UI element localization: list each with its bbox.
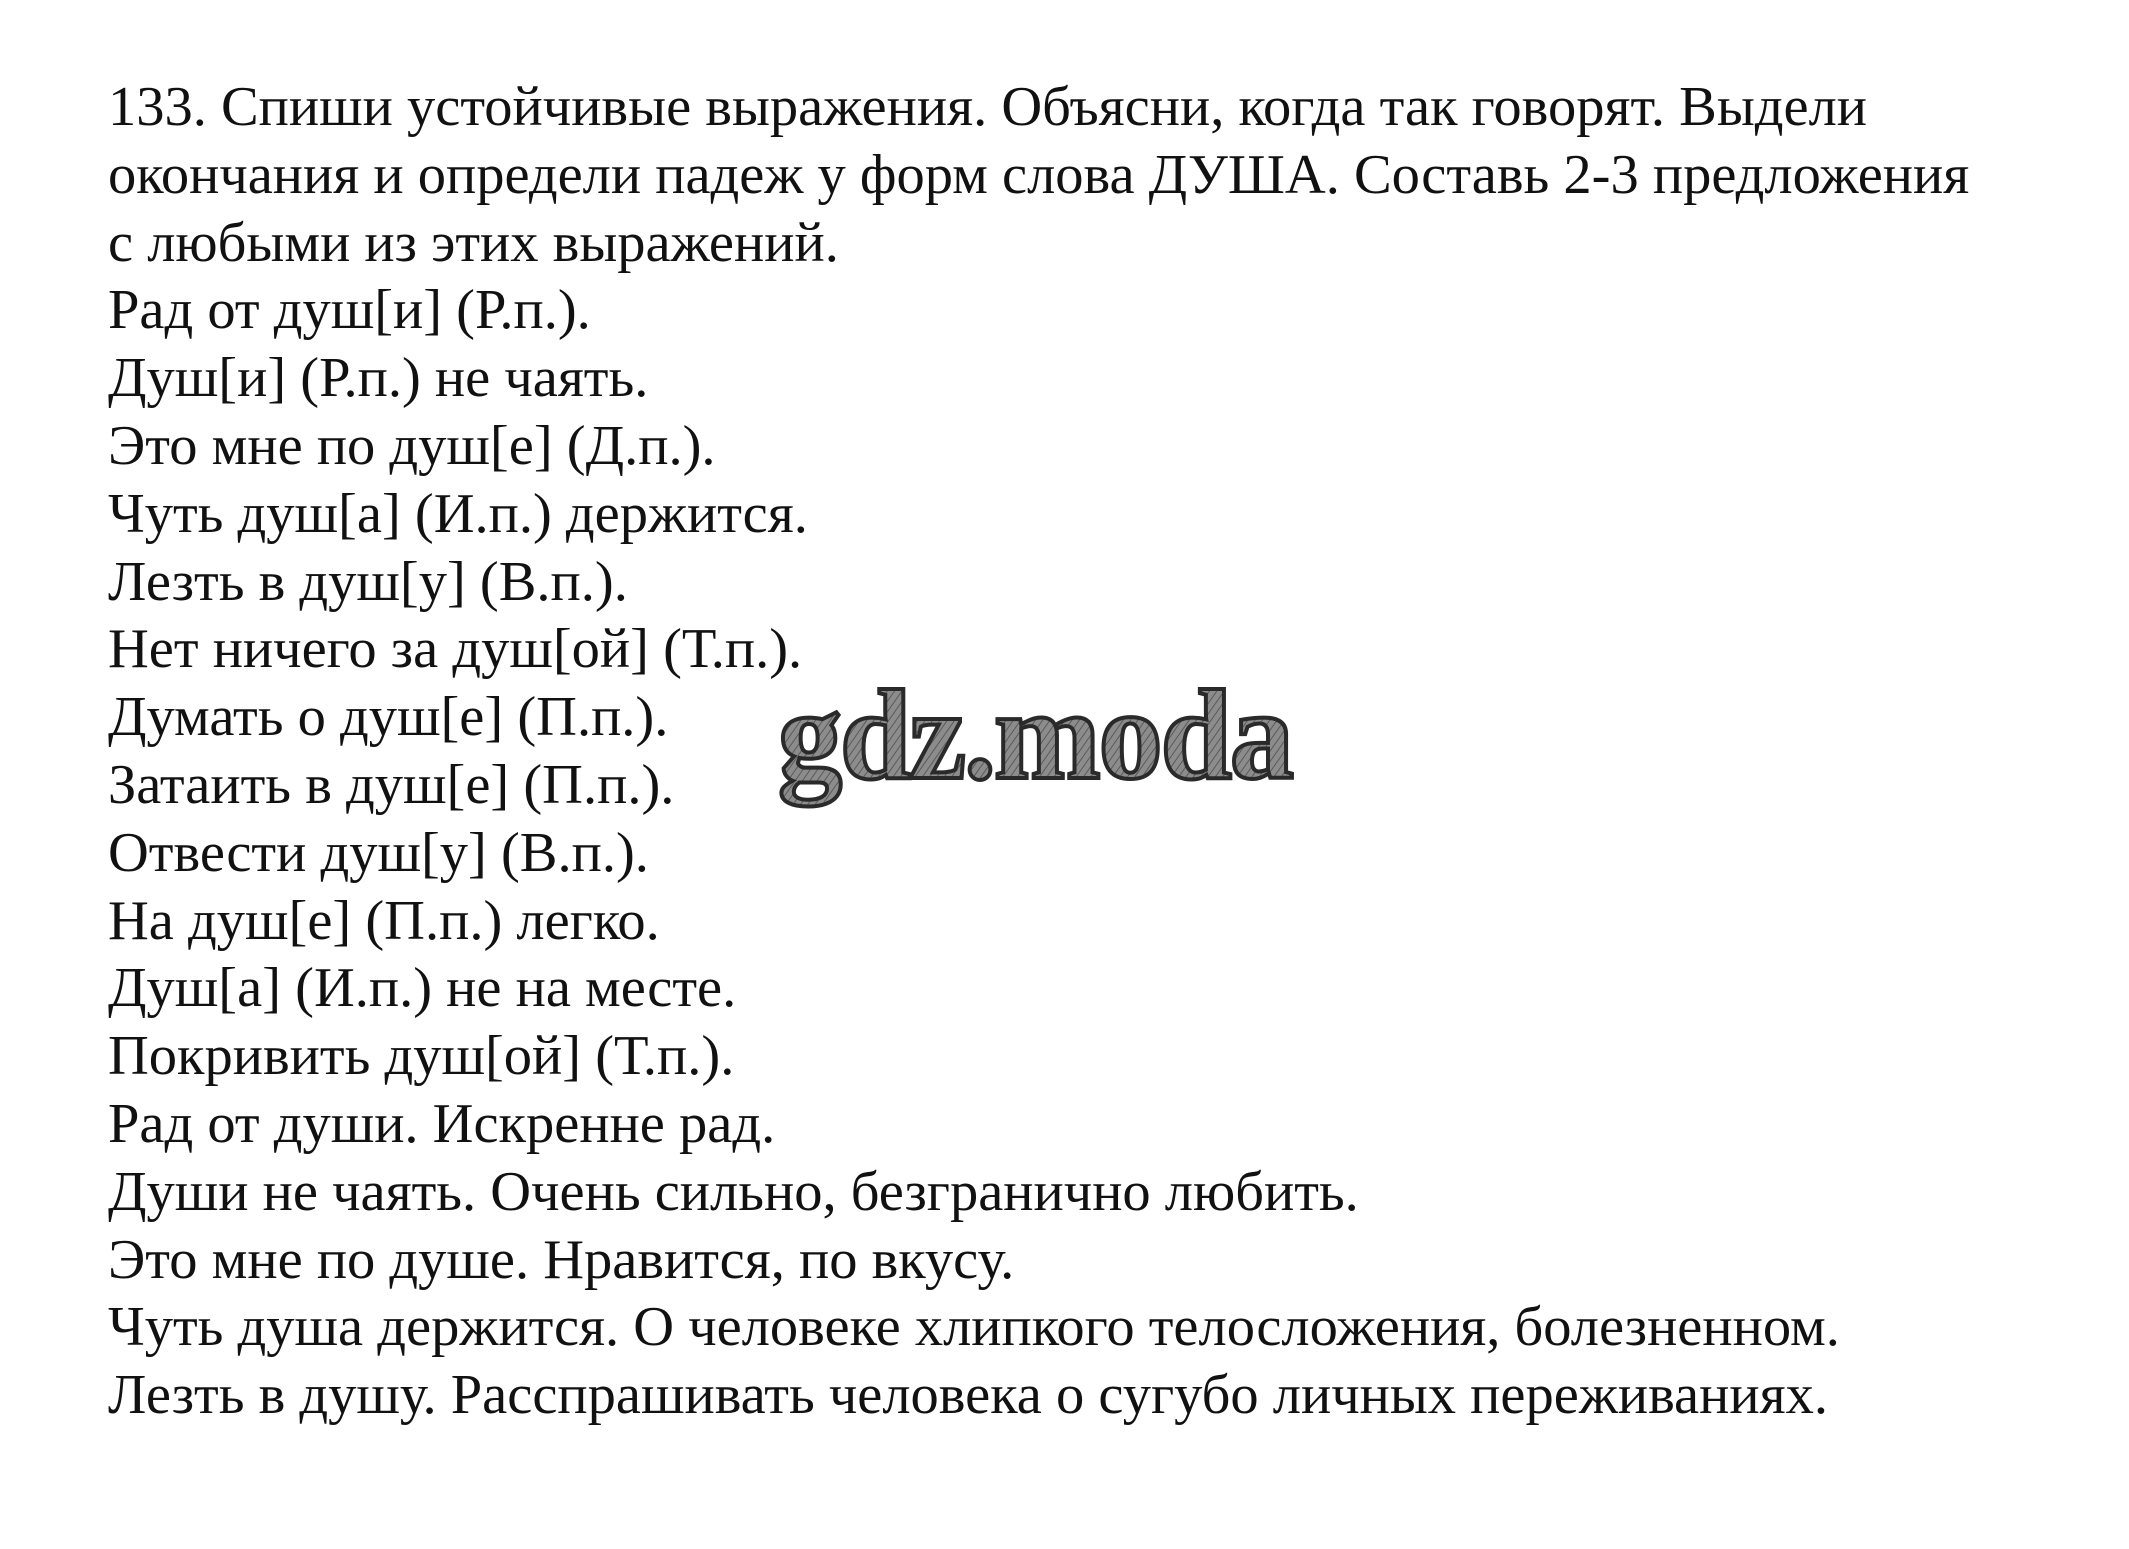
expression-line: Рад от душ[и] (Р.п.). <box>108 279 591 342</box>
expression-line: Затаить в душ[е] (П.п.). <box>108 753 675 816</box>
explanation-line: Чуть душа держится. О человеке хлипкого телосложения, болезненном. <box>108 1296 1840 1359</box>
expression-line: Думать о душ[е] (П.п.). <box>108 686 669 749</box>
expression-line: Душ[а] (И.п.) не на месте. <box>108 957 737 1020</box>
watermark-logo <box>772 656 1392 836</box>
task-line: окончания и определи падеж у форм слова ДУША. Составь 2-3 предложения <box>108 143 1970 206</box>
expression-line: Нет ничего за душ[ой] (Т.п.). <box>108 618 803 681</box>
watermark-text: gdz.moda <box>778 664 1292 806</box>
task-line: 133. Спиши устойчивые выражения. Объясни, когда так говорят. Выдели <box>108 76 1868 138</box>
expression-line: Отвести душ[у] (В.п.). <box>108 821 649 884</box>
expression-line: Душ[и] (Р.п.) не чаять. <box>108 347 649 410</box>
explanation-line: Души не чаять. Очень сильно, безгранично любить. <box>108 1160 1359 1223</box>
explanation-line: Рад от души. Искренне рад. <box>108 1092 776 1155</box>
explanation-line: Лезть в душу. Расспрашивать человека о сугубо личных переживаниях. <box>108 1364 1828 1427</box>
expression-line: Покривить душ[ой] (Т.п.). <box>108 1025 735 1088</box>
task-line: с любыми из этих выражений. <box>108 211 839 274</box>
expression-line: На душ[е] (П.п.) легко. <box>108 889 660 952</box>
expression-line: Чуть душ[а] (И.п.) держится. <box>108 482 808 545</box>
expression-line: Лезть в душ[у] (В.п.). <box>108 550 628 613</box>
explanation-line: Это мне по душе. Нравится, по вкусу. <box>108 1228 1015 1291</box>
expression-line: Это мне по душ[е] (Д.п.). <box>108 414 716 477</box>
